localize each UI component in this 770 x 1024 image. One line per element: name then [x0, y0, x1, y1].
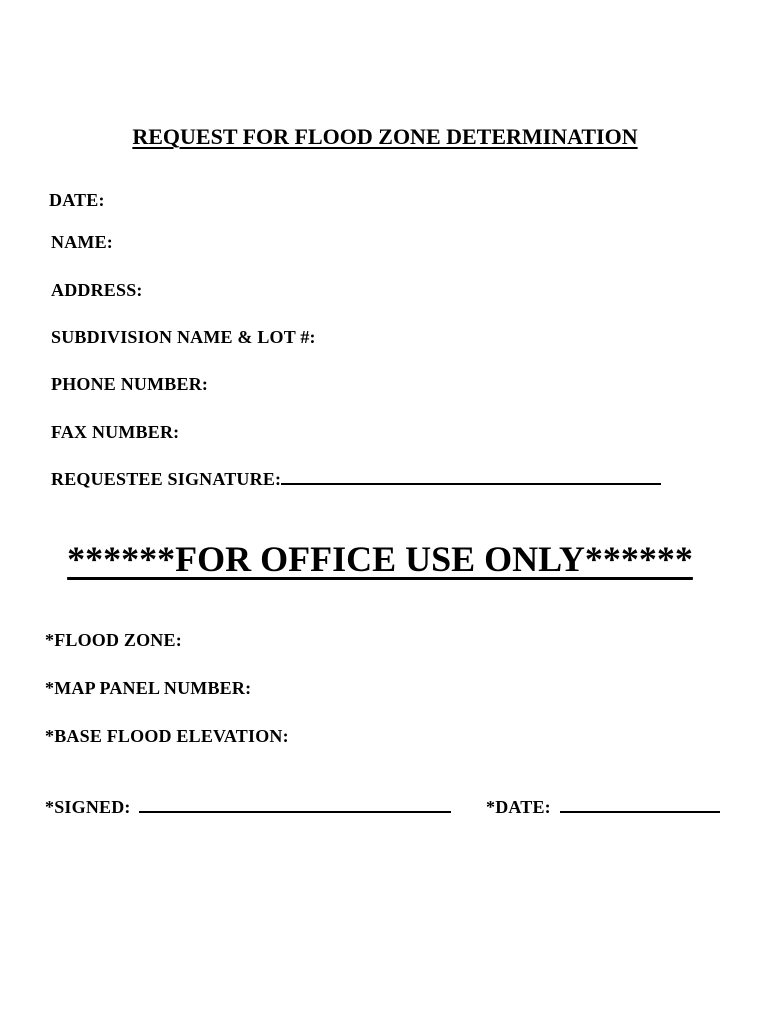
phone-label: PHONE NUMBER:: [51, 374, 209, 394]
signed-label: *SIGNED:: [45, 797, 131, 817]
office-date-label: *DATE:: [486, 797, 551, 817]
address-label: ADDRESS:: [51, 280, 143, 300]
flood-zone-label: *FLOOD ZONE:: [45, 630, 182, 650]
base-flood-elevation-label: *BASE FLOOD ELEVATION:: [45, 726, 289, 746]
signature-row: [51, 469, 661, 490]
office-date-row: [486, 797, 720, 818]
signed-line[interactable]: [139, 797, 451, 813]
form-title: REQUEST FOR FLOOD ZONE DETERMINATION: [132, 124, 638, 149]
signature-line[interactable]: [281, 469, 661, 485]
signature-label: REQUESTEE SIGNATURE:: [51, 469, 282, 489]
fax-label: FAX NUMBER:: [51, 422, 180, 442]
date-label: DATE:: [49, 190, 105, 210]
office-use-banner: ******FOR OFFICE USE ONLY******: [67, 539, 693, 579]
name-label: NAME:: [51, 232, 113, 252]
signed-row: [45, 797, 451, 818]
subdivision-label: SUBDIVISION NAME & LOT #:: [51, 327, 316, 347]
office-date-line[interactable]: [560, 797, 720, 813]
map-panel-label: *MAP PANEL NUMBER:: [45, 678, 252, 698]
